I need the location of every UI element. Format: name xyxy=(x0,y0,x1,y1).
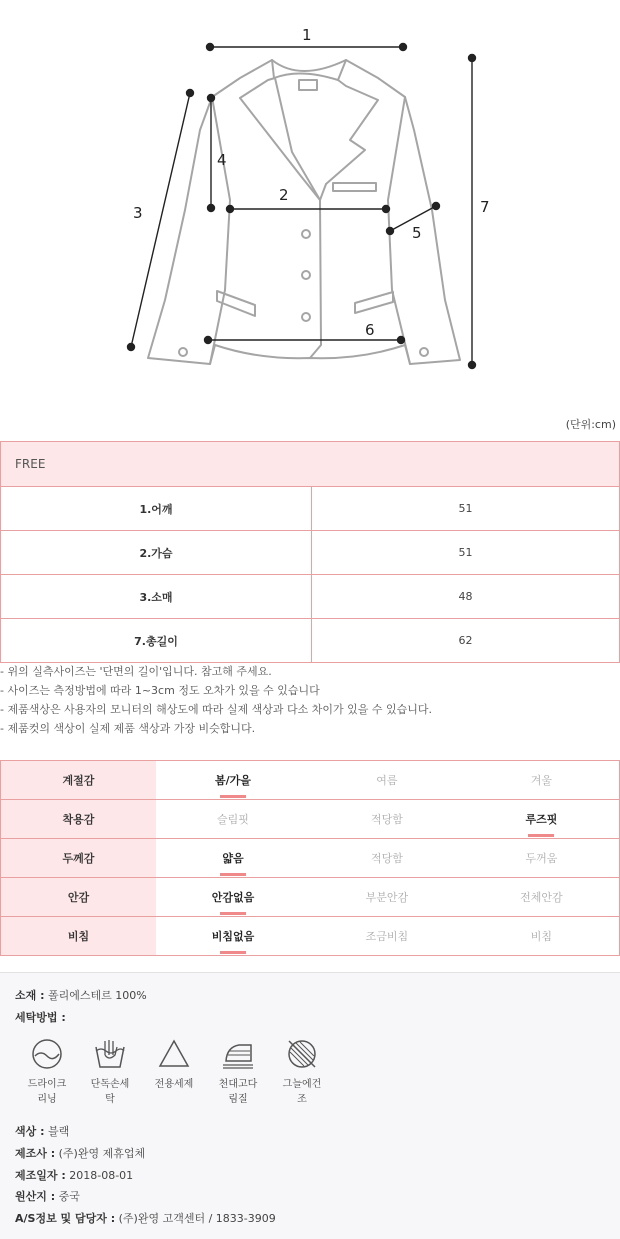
size-row-value: 51 xyxy=(312,531,620,575)
attribute-option: 겨울 xyxy=(464,761,620,800)
measure-label-6: 6 xyxy=(365,321,375,339)
attribute-option: 안감없음 xyxy=(156,878,310,917)
note-line: - 사이즈는 측정방법에 따라 1~3cm 정도 오차가 있을 수 있습니다 xyxy=(0,684,320,697)
measure-label-5: 5 xyxy=(412,224,422,242)
attribute-row xyxy=(1,878,620,917)
measure-label-2: 2 xyxy=(279,186,289,204)
measure-label-1: 1 xyxy=(302,26,312,44)
detail-as-info: A/S정보 및 담당자 : (주)완영 고객센터 / 1833-3909 xyxy=(15,1212,276,1225)
material-value: 폴리에스테르 100% xyxy=(44,989,147,1002)
size-notes xyxy=(0,662,432,738)
size-row xyxy=(1,487,620,531)
attribute-option: 두꺼움 xyxy=(464,839,620,878)
size-row-label: 2.가슴 xyxy=(1,531,312,575)
size-header: FREE xyxy=(1,442,620,487)
attribute-label: 착용감 xyxy=(1,800,157,839)
size-row xyxy=(1,575,620,619)
note-line: - 제품컷의 색상이 실제 제품 색상과 가장 비슷합니다. xyxy=(0,722,256,735)
jacket-measurement-diagram xyxy=(0,0,620,410)
care-iron-with-cloth: 천대고다 림질 xyxy=(207,1037,269,1107)
detail-color: 색상 : 블랙 xyxy=(15,1125,70,1138)
shade-dry-icon xyxy=(285,1037,319,1071)
iron-with-cloth-icon xyxy=(221,1037,255,1071)
material-line xyxy=(15,987,147,1003)
detail-origin: 원산지 : 중국 xyxy=(15,1190,80,1203)
hand-wash-icon xyxy=(93,1037,127,1071)
attribute-option: 조금비침 xyxy=(310,917,464,956)
size-row-label: 3.소매 xyxy=(1,575,312,619)
attribute-label: 계절감 xyxy=(1,761,157,800)
measure-label-7: 7 xyxy=(480,198,490,216)
attribute-option: 비침없음 xyxy=(156,917,310,956)
attribute-option: 루즈핏 xyxy=(464,800,620,839)
detail-manufacturer: 제조사 : (주)완영 제휴업체 xyxy=(15,1147,146,1160)
attribute-row xyxy=(1,839,620,878)
attribute-option: 부분안감 xyxy=(310,878,464,917)
attribute-row xyxy=(1,800,620,839)
attribute-row xyxy=(1,917,620,956)
dry-clean-icon xyxy=(30,1037,64,1071)
note-line: - 위의 실측사이즈는 '단면의 길이'입니다. 참고해 주세요. xyxy=(0,665,272,678)
size-table xyxy=(0,441,620,663)
attribute-table xyxy=(0,760,620,956)
neutral-detergent-icon xyxy=(157,1037,191,1071)
attribute-label: 두께감 xyxy=(1,839,157,878)
measure-label-3: 3 xyxy=(133,204,143,222)
detail-manufacture-date: 제조일자 : 2018-08-01 xyxy=(15,1169,134,1182)
material-label: 소재 : xyxy=(15,989,45,1002)
product-info-box xyxy=(0,972,620,1239)
size-row-label: 1.어깨 xyxy=(1,487,312,531)
size-row xyxy=(1,619,620,663)
attribute-option: 전체안감 xyxy=(464,878,620,917)
size-row xyxy=(1,531,620,575)
note-line: - 제품색상은 사용자의 모니터의 해상도에 따라 실제 색상과 다소 차이가 있을 수 있습니다. xyxy=(0,703,432,716)
care-shade-dry: 그늘에건 조 xyxy=(271,1037,333,1107)
attribute-option: 여름 xyxy=(310,761,464,800)
care-dry-clean: 드라이크 리닝 xyxy=(16,1037,78,1107)
size-row-value: 62 xyxy=(312,619,620,663)
attribute-label: 안감 xyxy=(1,878,157,917)
attribute-option: 비침 xyxy=(464,917,620,956)
attribute-option: 슬림핏 xyxy=(156,800,310,839)
unit-label: (단위:cm) xyxy=(565,418,616,431)
size-row-label: 7.총길이 xyxy=(1,619,312,663)
care-hand-wash: 단독손세 탁 xyxy=(79,1037,141,1107)
attribute-option: 적당함 xyxy=(310,800,464,839)
attribute-row xyxy=(1,761,620,800)
measure-label-4: 4 xyxy=(217,151,227,169)
attribute-option: 적당함 xyxy=(310,839,464,878)
attribute-option: 봄/가을 xyxy=(156,761,310,800)
size-row-value: 48 xyxy=(312,575,620,619)
size-row-value: 51 xyxy=(312,487,620,531)
care-neutral-detergent: 전용세제 xyxy=(143,1037,205,1092)
wash-title: 세탁방법 : xyxy=(15,1011,66,1024)
size-table-header-row xyxy=(1,442,620,487)
attribute-option: 얇음 xyxy=(156,839,310,878)
attribute-label: 비침 xyxy=(1,917,157,956)
